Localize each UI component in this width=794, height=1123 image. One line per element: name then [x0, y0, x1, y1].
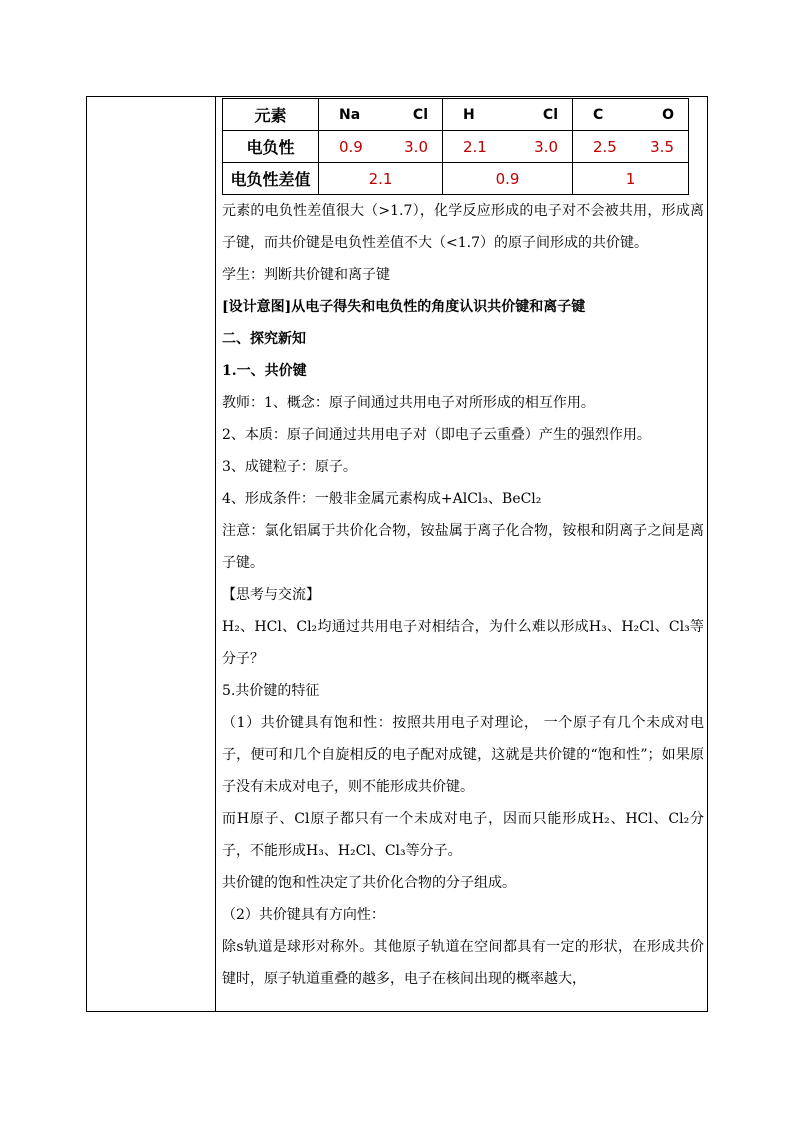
table-row — [223, 99, 689, 131]
paragraph: 而H原子、Cl原子都只有一个未成对电子，因而只能形成H₂、HCl、Cl₂分子，不能形成H₃、H₂Cl、Cl₃等分子。 — [222, 811, 704, 859]
element-pair: H Cl — [463, 106, 558, 123]
difference-value: 0.9 — [443, 163, 573, 195]
electronegativity-values: 2.5 3.5 — [593, 137, 674, 156]
column-divider — [215, 96, 216, 1012]
electronegativity-table — [222, 98, 689, 195]
paragraph: （2）共价键具有方向性： — [222, 907, 385, 923]
row-label: 元素 — [223, 99, 319, 131]
electronegativity-values: 2.1 3.0 — [463, 137, 558, 156]
electronegativity-values: 0.9 3.0 — [339, 137, 428, 156]
paragraph: 共价键的饱和性决定了共价化合物的分子组成。 — [222, 875, 516, 891]
paragraph: 除s轨道是球形对称外。其他原子轨道在空间都具有一定的形状，在形成共价键时，原子轨道重叠的越多，电子在核间出现的概率越大， — [222, 939, 704, 987]
paragraph: （1）共价键具有饱和性：按照共用电子对理论， 一个原子有几个未成对电子，便可和几个自旋相反的电子配对成键，这就是共价键的“饱和性”；如果原子没有未成对电子，则不能形成共价键。 — [222, 715, 704, 795]
table-row — [223, 131, 689, 163]
difference-value: 2.1 — [319, 163, 443, 195]
paragraph: 2、本质：原子间通过共用电子对（即电子云重叠）产生的强烈作用。 — [222, 427, 651, 443]
paragraph: 学生：判断共价键和离子键 — [222, 267, 390, 283]
paragraph: 3、成键粒子：原子。 — [222, 459, 357, 475]
subsection-heading: 1.一、共价键 — [222, 363, 307, 379]
design-intent: [设计意图]从电子得失和电负性的角度认识共价键和离子键 — [222, 299, 586, 315]
paragraph: 4、形成条件：一般非金属元素构成+AlCl₃、BeCl₂ — [222, 491, 542, 507]
table-row — [223, 163, 689, 195]
element-pair: C O — [593, 106, 674, 123]
element-pair: Na Cl — [339, 106, 428, 123]
paragraph: H₂、HCl、Cl₂均通过共用电子对相结合，为什么难以形成H₃、H₂Cl、Cl₃等分子？ — [222, 619, 704, 667]
difference-value: 1 — [573, 163, 689, 195]
paragraph: 元素的电负性差值很大（>1.7），化学反应形成的电子对不会被共用，形成离子键，而共价键是电负性差值不大（<1.7）的原子间形成的共价键。 — [222, 203, 704, 251]
lesson-content — [222, 98, 704, 995]
paragraph: 【思考与交流】 — [222, 587, 320, 603]
row-label: 电负性 — [223, 131, 319, 163]
paragraph: 教师：1、概念：原子间通过共用电子对所形成的相互作用。 — [222, 395, 595, 411]
paragraph: 注意：氯化铝属于共价化合物，铵盐属于离子化合物，铵根和阴离子之间是离子键。 — [222, 523, 704, 571]
row-label: 电负性差值 — [223, 163, 319, 195]
section-heading: 二、探究新知 — [222, 331, 306, 347]
paragraph: 5.共价键的特征 — [222, 683, 320, 699]
